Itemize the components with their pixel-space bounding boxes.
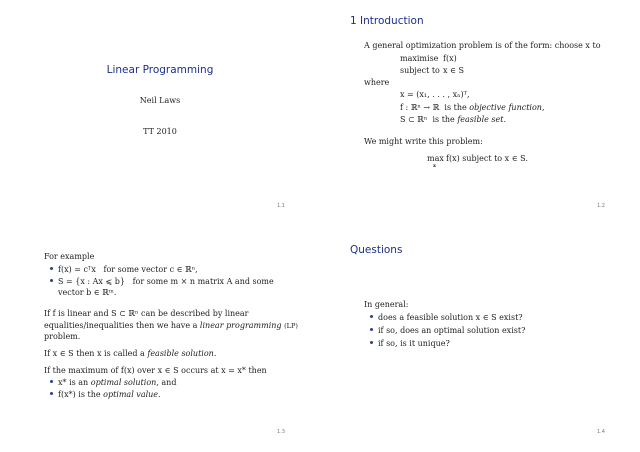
bullet-icon <box>50 380 53 383</box>
example-bullet-2 <box>50 277 274 287</box>
bullet-3-end: and <box>161 378 177 387</box>
feasible-emph: feasible solution. <box>147 349 217 358</box>
maximise-label: maximise <box>400 54 439 63</box>
author: Neil Laws <box>139 96 181 105</box>
bullet-icon <box>50 267 53 270</box>
bullet-4-expr: f(x*) <box>58 390 76 399</box>
slide-1 <box>0 0 320 226</box>
feasible-paragraph <box>44 349 216 359</box>
example-bullet-1 <box>50 265 198 275</box>
subject-expr: x ∈ S <box>443 66 464 75</box>
max-expression: f(x) subject to x ∈ S. <box>446 154 528 163</box>
lp-abbrev: (LP) <box>284 322 298 330</box>
slide-4 <box>320 226 640 452</box>
where-text: where <box>364 78 390 87</box>
question-1 <box>370 313 523 323</box>
date: TT 2010 <box>143 127 177 136</box>
definition-s-expr: S ⊂ ℝⁿ <box>400 115 428 124</box>
slide-2 <box>320 0 640 226</box>
definition-f-expr: f : ℝⁿ → ℝ <box>400 103 440 112</box>
bullet-1-text: for some vector c ∈ ℝⁿ, <box>103 265 198 274</box>
section-heading: Questions <box>350 244 403 256</box>
definition-f-emph: objective function, <box>469 103 545 112</box>
slide-3 <box>0 226 320 452</box>
intro-text: A general optimization problem is of the form: choose x to <box>364 41 601 50</box>
max-subscript: x <box>433 163 436 169</box>
definition-f <box>400 103 544 113</box>
question-3 <box>370 339 450 349</box>
bullet-icon <box>370 341 373 344</box>
optimum-paragraph: If the maximum of f(x) over x ∈ S occurs at x = x* then <box>44 366 267 375</box>
bullet-icon <box>50 392 53 395</box>
page-number: 1.2 <box>597 203 605 209</box>
bullet-3-emph: optimal solution, <box>90 378 159 387</box>
lp-paragraph-line-2 <box>44 321 298 331</box>
bullet-icon <box>50 279 53 282</box>
feasible-text: If x ∈ S then x is called a <box>44 349 145 358</box>
definition-s-text: is the <box>432 115 455 124</box>
question-2-text: if so, does an optimal solution exist? <box>378 326 526 335</box>
bullet-icon <box>370 328 373 331</box>
page-number: 1.1 <box>277 203 285 209</box>
definition-x: x = (x₁, . . . , xₙ)ᵀ, <box>400 90 470 99</box>
example-bullet-2-cont: vector b ∈ ℝᵐ. <box>58 288 117 297</box>
example-label: For example <box>44 252 95 261</box>
general-label: In general: <box>364 300 409 309</box>
page-number: 1.4 <box>597 429 605 435</box>
subject-label: subject to <box>400 66 440 75</box>
question-1-text: does a feasible solution x ∈ S exist? <box>378 313 523 322</box>
maximise-expr: f(x) <box>443 54 457 63</box>
bullet-2-text: for some m × n matrix A and some <box>132 277 274 286</box>
optimum-bullet-2 <box>50 390 161 400</box>
lp-paragraph-line-3: problem. <box>44 332 81 341</box>
definition-s-emph: feasible set. <box>457 115 507 124</box>
bullet-4-emph: optimal value. <box>103 390 161 399</box>
bullet-3-text: is an <box>69 378 89 387</box>
lp-paragraph-line-1: If f is linear and S ⊂ ℝⁿ can be described by linear <box>44 309 249 318</box>
write-text: We might write this problem: <box>364 137 483 146</box>
section-heading: 1 Introduction <box>350 15 424 27</box>
page-number: 1.3 <box>277 429 285 435</box>
bullet-3-expr: x* <box>58 378 67 387</box>
bullet-1-expr: f(x) = cᵀx <box>58 265 96 274</box>
question-3-text: if so, is it unique? <box>378 339 450 348</box>
max-operator: max <box>427 154 444 163</box>
lp-text: equalities/inequalities then we have a <box>44 321 198 330</box>
slide-title: Linear Programming <box>106 64 214 76</box>
definition-f-text: is the <box>444 103 467 112</box>
lp-emph: linear programming <box>199 321 282 330</box>
question-2 <box>370 326 525 336</box>
bullet-2-expr: S = {x : Ax ⩽ b} <box>58 277 125 286</box>
bullet-4-text: is the <box>78 390 101 399</box>
definition-s <box>400 115 506 125</box>
optimum-bullet-1 <box>50 378 176 388</box>
bullet-icon <box>370 315 373 318</box>
